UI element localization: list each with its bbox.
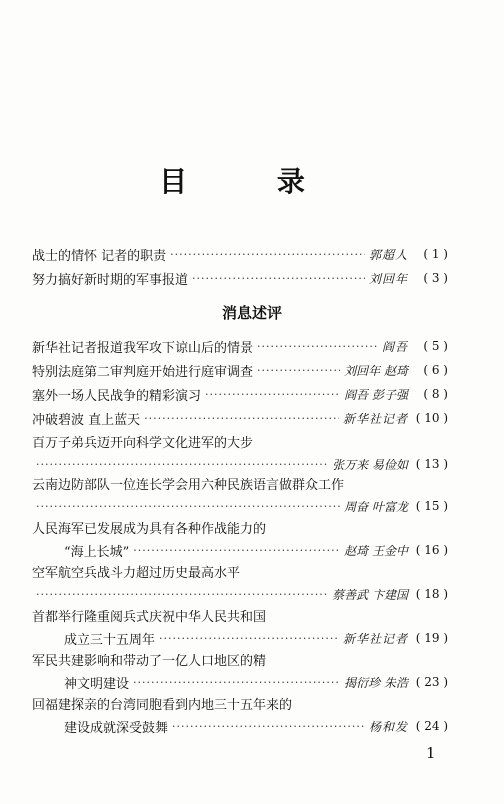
entry-title-line1[interactable]: 百万子弟兵迈开向科学文化进军的大步 [32,436,254,451]
entry-page: ( 3 ) [423,271,448,285]
entry-author: 新华社记者 [342,411,408,426]
entry-author: 杨和发 [368,719,408,734]
toc-entry-continuation[interactable] [64,626,448,650]
entry-page: ( 6 ) [423,363,448,377]
entry-author: 揭衍珍 朱浩 [344,675,408,690]
entry-author: 刘回年 [368,271,408,286]
entry-page: ( 19 ) [415,631,448,645]
entry-author: 新华社记者 [342,631,408,646]
toc-entry[interactable] [32,242,448,266]
entry-title: 战士的情怀 记者的职责 [32,248,167,264]
page-title: 目 录 [159,165,345,198]
dot-leader [172,720,365,733]
entry-title-line1[interactable]: 首都举行隆重阅兵式庆祝中华人民共和国 [32,610,267,625]
entry-title-line2: 成立三十五周年 [64,632,156,648]
toc-entry[interactable] [32,266,448,290]
dot-leader [144,412,339,425]
entry-title-line1[interactable]: 人民海军已发展成为具有各种作战能力的 [32,522,267,537]
entry-author: 刘回年 赵琦 [344,363,408,378]
dot-leader [159,632,339,645]
entry-title-line1[interactable]: 军民共建影响和带动了一亿人口地区的精 [32,654,267,669]
toc-entry-continuation[interactable] [32,452,448,476]
dot-leader [36,588,328,601]
entry-author: 蔡善武 卞建国 [332,587,408,602]
entry-page: ( 23 ) [415,675,448,689]
entry-page: ( 18 ) [415,587,448,601]
entry-author: 周奋 叶富龙 [344,499,408,514]
dot-leader [36,500,340,513]
toc-entry-continuation[interactable] [32,494,448,518]
entry-author: 赵琦 王金中 [344,543,408,558]
dot-leader [205,388,340,401]
entry-title: 特别法庭第二审判庭开始进行庭审调查 [32,364,254,380]
section-header: 消息述评 [221,304,282,322]
entry-title-line1[interactable]: 空军航空兵战斗力超过历史最高水平 [32,566,241,581]
toc-entry[interactable] [32,358,448,382]
dot-leader [133,544,340,557]
toc-entry-continuation[interactable] [64,714,448,738]
entry-page: ( 16 ) [415,543,448,557]
dot-leader [257,340,378,353]
entry-title: 努力搞好新时期的军事报道 [32,272,189,288]
entry-page: ( 13 ) [415,457,448,471]
page-number: 1 [426,744,436,762]
entry-author: 郭超人 [368,247,408,262]
entry-page: ( 8 ) [423,387,448,401]
entry-page: ( 10 ) [415,411,448,425]
entry-author: 阎吾 彭子强 [344,387,408,402]
entry-title: 塞外一场人民战争的精彩演习 [32,388,202,404]
dot-leader [36,458,328,471]
entry-title-line2: “海上长城” [64,544,130,560]
toc-entry-continuation[interactable] [64,538,448,562]
entry-title-line1[interactable]: 回福建探亲的台湾同胞看到内地三十五年来的 [32,698,293,713]
entry-author: 张万来 易俭如 [332,457,408,472]
toc-entry-continuation[interactable] [32,582,448,606]
entry-title: 新华社记者报道我军攻下谅山后的情景 [32,340,254,356]
entry-page: ( 15 ) [415,499,448,513]
entry-title-line2: 神文明建设 [64,676,130,692]
dot-leader [192,272,365,285]
entry-author: 阎吾 [381,339,408,354]
entry-page: ( 24 ) [415,719,448,733]
entry-title-line1[interactable]: 云南边防部队一位连长学会用六种民族语言做群众工作 [32,478,345,493]
dot-leader [170,248,365,261]
toc-entry[interactable] [32,382,448,406]
toc-entry-continuation[interactable] [64,670,448,694]
entry-page: ( 5 ) [423,339,448,353]
entry-title-line2: 建设成就深受鼓舞 [64,720,169,736]
toc-entry[interactable] [32,334,448,358]
entry-title: 冲破碧波 直上蓝天 [32,412,141,428]
dot-leader [133,676,340,689]
entry-page: ( 1 ) [423,247,448,261]
dot-leader [257,364,340,377]
toc-entry[interactable] [32,406,448,430]
